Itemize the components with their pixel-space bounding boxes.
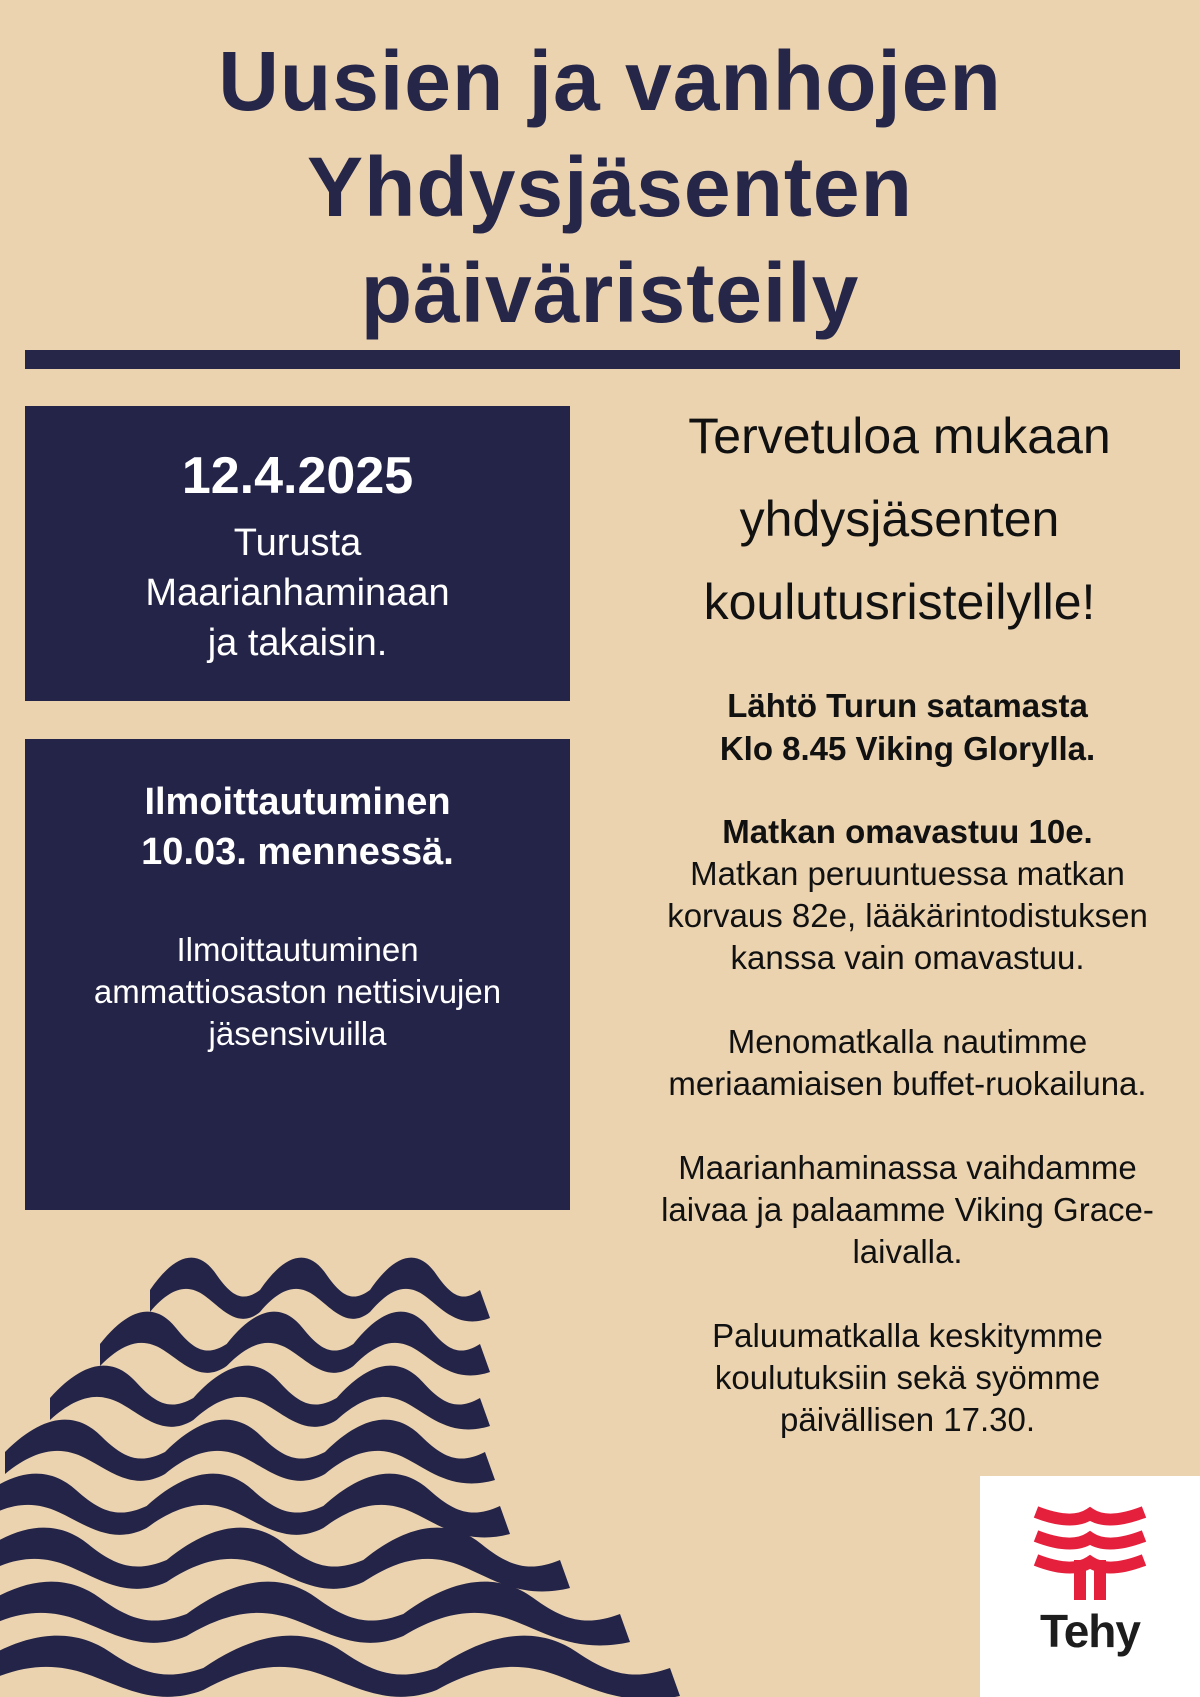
welcome-line-1: Tervetuloa mukaan <box>688 408 1111 464</box>
page-title <box>0 28 1200 346</box>
breakfast-line-2: meriaamiaisen buffet-ruokailuna. <box>668 1065 1147 1102</box>
cost-line-3: kanssa vain omavastuu. <box>730 939 1085 976</box>
tehy-logo-icon <box>1032 1504 1148 1600</box>
registration-box <box>25 739 570 1210</box>
change-line-2: laivaa ja palaamme Viking Grace- <box>661 1191 1154 1228</box>
cost-line-1: Matkan peruuntuessa matkan <box>690 855 1125 892</box>
trip-route <box>25 518 570 668</box>
breakfast-line-1: Menomatkalla nautimme <box>727 1023 1088 1060</box>
info-line-3: jäsensivuilla <box>208 1015 387 1052</box>
wave-stripe <box>150 1258 490 1322</box>
title-line-1: Uusien ja vanhojen <box>218 34 1002 128</box>
wave-stripe <box>100 1312 490 1376</box>
deadline-line-1: Ilmoittautuminen <box>144 781 451 823</box>
waves-icon <box>0 1250 730 1697</box>
welcome-line-2: yhdysjäsenten <box>739 491 1060 547</box>
deadline-line-2: 10.03. mennessä. <box>141 831 454 873</box>
cost-line-2: korvaus 82e, lääkärintodistuksen <box>667 897 1148 934</box>
registration-deadline <box>25 777 570 877</box>
change-line-1: Maarianhaminassa vaihdamme <box>678 1149 1137 1186</box>
change-line-3: laivalla. <box>852 1233 963 1270</box>
title-line-3: päiväristeily <box>360 246 860 340</box>
registration-info <box>25 929 570 1055</box>
return-line-2: koulutuksiin sekä syömme <box>714 1359 1101 1396</box>
trip-date-box <box>25 406 570 701</box>
waves-group <box>0 1258 680 1697</box>
wave-stripe <box>50 1366 490 1430</box>
wave-stripe <box>0 1636 680 1697</box>
return-line-3: päivällisen 17.30. <box>779 1401 1035 1438</box>
route-line-2: Maarianhaminaan <box>145 572 450 614</box>
wave-stripe <box>5 1420 495 1484</box>
title-line-2: Yhdysjäsenten <box>307 140 913 234</box>
cost-info <box>625 853 1190 979</box>
cost-title: Matkan omavastuu 10e. <box>722 813 1093 850</box>
logo-wordmark: Tehy <box>1040 1605 1140 1657</box>
breakfast-info <box>625 1021 1190 1105</box>
route-line-3: ja takaisin. <box>207 622 388 664</box>
tehy-logo <box>980 1476 1200 1697</box>
departure-info <box>625 684 1190 770</box>
welcome-heading <box>609 395 1190 644</box>
trip-date: 12.4.2025 <box>181 447 414 505</box>
info-line-1: Ilmoittautuminen <box>176 931 419 968</box>
departure-line-1: Lähtö Turun satamasta <box>727 687 1088 724</box>
title-divider <box>25 350 1180 369</box>
welcome-line-3: koulutusristeilylle! <box>703 574 1096 630</box>
departure-line-2: Klo 8.45 Viking Glorylla. <box>719 730 1096 767</box>
info-line-2: ammattiosaston nettisivujen <box>93 973 502 1010</box>
return-line-1: Paluumatkalla keskitymme <box>712 1317 1103 1354</box>
route-line-1: Turusta <box>233 522 362 564</box>
